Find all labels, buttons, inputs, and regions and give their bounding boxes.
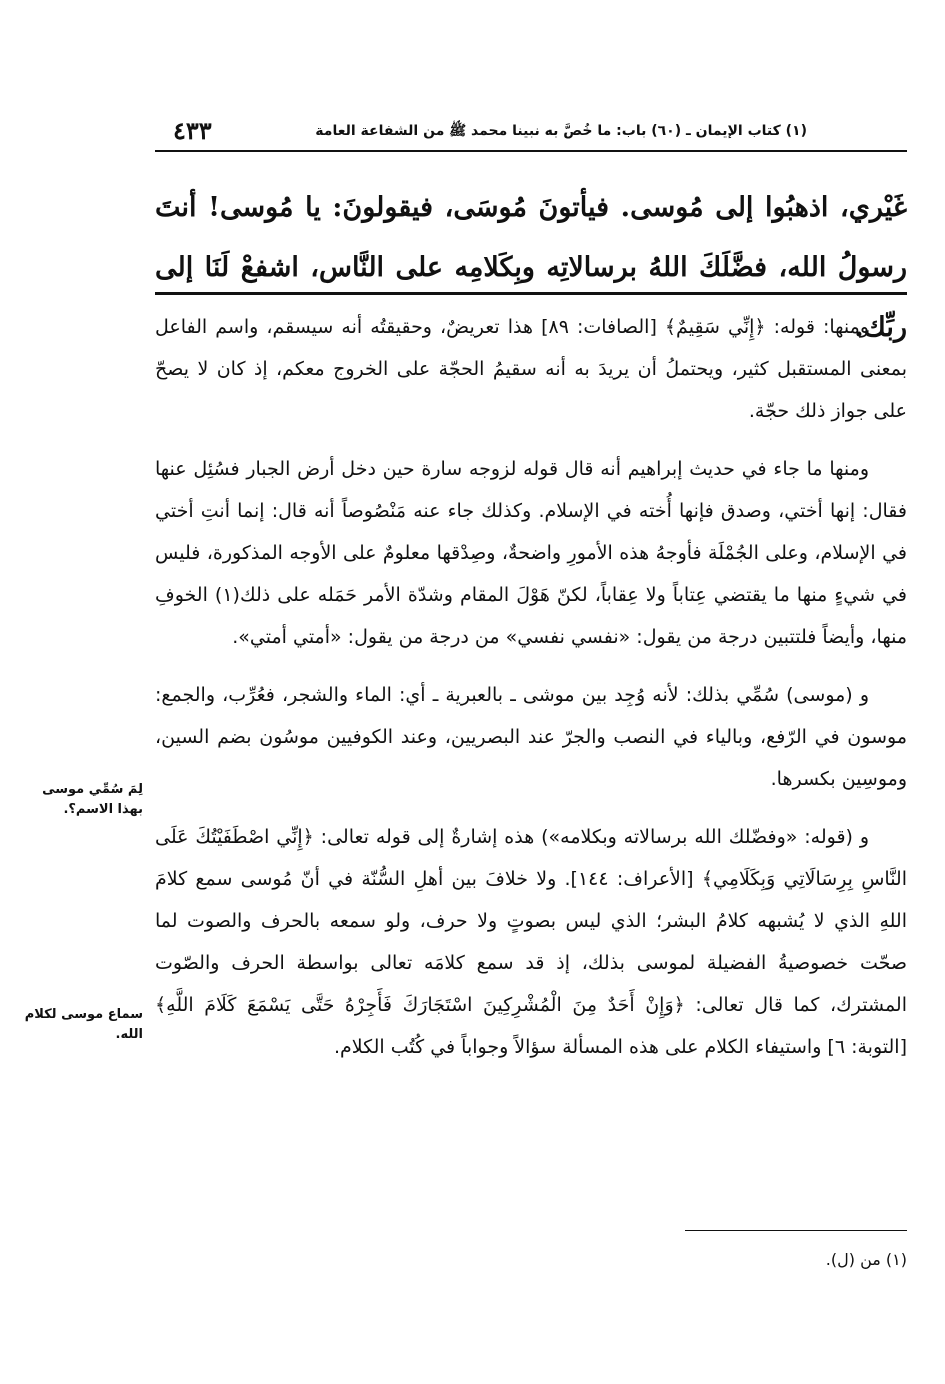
- margin-note-musa-name: لِمَ سُمِّي موسى بهذا الاسم؟.: [42, 782, 143, 817]
- text-commentary-divider: [155, 292, 907, 295]
- margin-note-musa-hearing: سماع موسى لكلام الله.: [24, 1007, 143, 1042]
- commentary-block: [155, 306, 907, 1084]
- footnote-divider: [685, 1230, 907, 1231]
- hadith-paragraph: غَيْري، اذهبُوا إلى مُوسى. فيأتونَ مُوسَى، فيقولونَ: يا مُوسى! أنتَ رسولُ الله، فضَّلَكَ اللهُ برسالاتِه وبِكَلامِه على النَّاس، اشفعْ لَنَا إلى ربِّك.: [155, 192, 907, 343]
- header-divider: [155, 150, 907, 152]
- commentary-paragraph-1: ومنها: قوله: ﴿إِنِّي سَقِيمٌ﴾ [الصافات: ٨٩] هذا تعريضٌ، وحقيقتُه أنه سيسقم، واسم الفاعل بمعنى المستقبل كثير، ويحتملُ أن يريدَ به أنه سقيمُ الحجّة على الخروج معكم، إذ كان لا يصحّ على جواز ذلك حجّة.: [155, 316, 907, 422]
- footnote: (١) من (ل).: [825, 1250, 907, 1269]
- page-number: ٤٣٣: [173, 116, 212, 145]
- running-title: (١) كتاب الإيمان ـ (٦٠) باب: ما خُصَّ به نبينا محمد ﷺ من الشفاعة العامة: [315, 123, 807, 139]
- commentary-paragraph-3: و (موسى) سُمِّي بذلك: لأنه وُجِد بين موشى ـ بالعبرية ـ أي: الماء والشجر، فعُرِّب، والجمع: موسون في الرّفع، وبالياء في النصب والجرّ عند البصريين، وعند الكوفيين موسُون بضم السين، وموسِين بكسرها.: [155, 684, 907, 790]
- commentary-paragraph-2: ومنها ما جاء في حديث إبراهيم أنه قال قوله لزوجه سارة حين دخل أرض الجبار فسُئِل عنها فقال: إنها أختي، وصدق فإنها أُخته في الإسلام. وكذلك جاء عنه مَنْصُوصاً أنه قال: إنما أنتِ أختي في الإسلام، وعلى الجُمْلَة فأوجهُ هذه الأمورِ واضحةٌ، وصِدْقها معلومٌ على الأوجه المذكورة، فليس في شيءٍ منها ما يقتضي عِتاباً ولا عِقاباً، لكنّ هَوْلَ المقام وشدّة الأمر حَمَله على ذلك(١) الخوفِ منها، وأيضاً فلتتبين درجة من يقول: «نفسي نفسي» من درجة من يقول: «أمتي أمتي».: [155, 458, 907, 648]
- page-header: [155, 112, 907, 152]
- commentary-paragraph-4: و (قوله: «وفضّلك الله برسالاته وبكلامه») هذه إشارةٌ إلى قوله تعالى: ﴿إِنِّي اصْطَفَيْتُكَ عَلَى النَّاسِ بِرِسَالَاتِي وَبِكَلَامِي﴾ [الأعراف: ١٤٤]. ولا خلافَ بين أهلِ السُّنّة في أنّ مُوسى سمع كلامَ اللهِ الذي لا يُشبهه كلامُ البشر؛ الذي ليس بصوتٍ ولا حرف، ولو سمعه بالحرف والصوت لما صحّت خصوصيةُ الفضيلة لموسى بذلك، إذ قد سمع كلامَه تعالى بواسطة الحرف والصّوت المشترك، كما قال تعالى: ﴿وَإِنْ أَحَدٌ مِنَ الْمُشْرِكِينَ اسْتَجَارَكَ فَأَجِرْهُ حَتَّى يَسْمَعَ كَلَامَ اللَّهِ﴾ [التوبة: ٦] واستيفاء الكلام على هذه المسألة سؤالاً وجواباً في كُتُب الكلام.: [155, 826, 908, 1058]
